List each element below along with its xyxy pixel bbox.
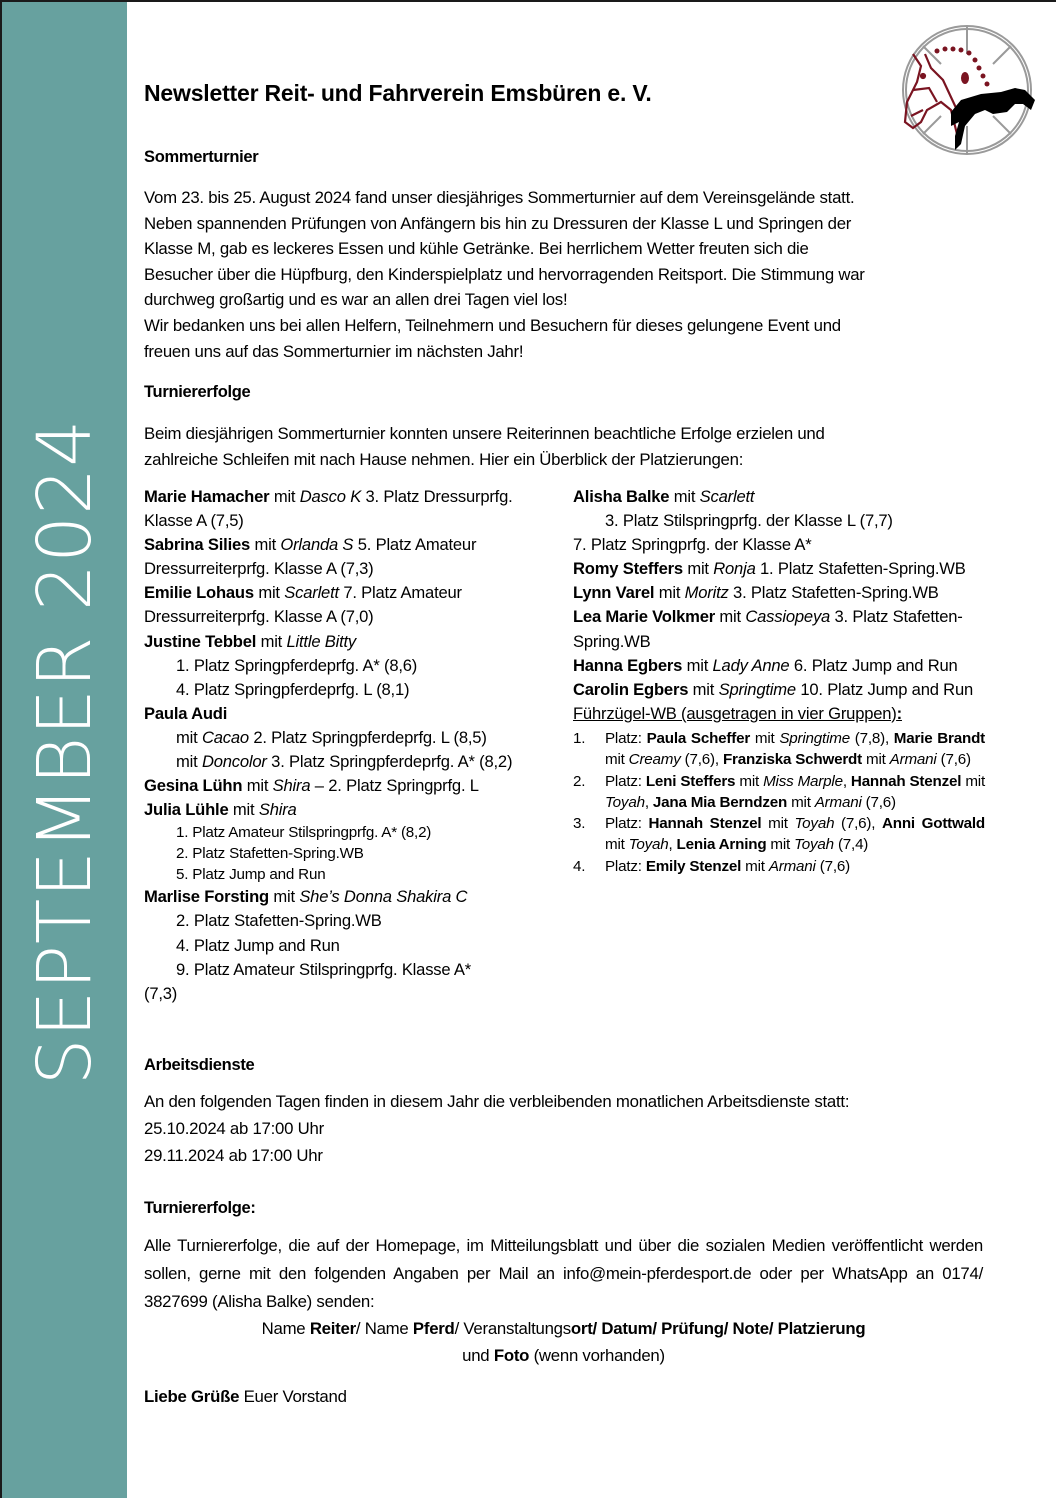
text: mit <box>669 487 700 506</box>
result-entry <box>573 581 985 605</box>
score: (7,8), <box>849 729 894 747</box>
fuehrzuegel-heading <box>573 702 985 726</box>
rider-name: Justine Tebbel <box>144 631 257 651</box>
text: Name <box>261 1319 310 1338</box>
rider-name: Lynn Varel <box>573 583 655 603</box>
horse-name: Orlanda S <box>280 535 354 555</box>
result-line <box>144 726 554 750</box>
rider-name: Lenia Arning <box>676 836 767 854</box>
result-entry <box>144 885 554 909</box>
turniererfolge-info-paragraph: Alle Turniererfolge, die auf der Homepage, im Mitteilungsblatt und über die sozialen Medien veröffentlicht werden sollen, gerne mit den folgenden Angaben per Mail an info@mein-pferdesport.de oder per WhatsApp an 0174/ 3827699 (Alisha Balke) senden: <box>144 1236 983 1311</box>
text: mit <box>228 800 259 820</box>
text: mit <box>682 559 714 579</box>
result-entry <box>573 557 985 581</box>
rider-name: Paula Audi <box>144 703 228 723</box>
result-line-continued: (7,3) <box>144 983 178 1003</box>
text-line: Vom 23. bis 25. August 2024 fand unser diesjähriges Sommerturnier auf dem Vereinsgelände statt. <box>144 188 855 207</box>
rider-name: Hannah Stenzel <box>850 772 962 790</box>
horse-name: Scarlett <box>284 583 339 603</box>
rider-name: Sabrina Silies <box>144 535 251 555</box>
rider-name: Julia Lühle <box>144 800 229 820</box>
text: mit <box>787 793 815 811</box>
score: , <box>668 836 677 854</box>
horse-name: Lady Anne <box>712 655 790 675</box>
score: (7,6) <box>936 751 971 769</box>
horse-name: Armani <box>814 793 862 811</box>
group-label: Platz: <box>605 857 646 875</box>
text-line: durchweg großartig und es war an allen drei Tagen viel los! <box>144 290 568 310</box>
text: mit <box>766 836 795 854</box>
closing-signature: Euer Vorstand <box>239 1387 347 1406</box>
result-entry <box>573 654 985 678</box>
horse-name: Springtime <box>718 679 796 699</box>
result-entry <box>144 581 554 629</box>
horse-name: Shira <box>272 776 311 796</box>
horse-name: She’s Donna Shakira C <box>299 887 468 907</box>
horse-name: Scarlett <box>699 487 755 506</box>
results-column-right <box>573 485 985 877</box>
fuehrzuegel-group <box>573 728 985 771</box>
result-entry <box>144 533 554 581</box>
text: mit <box>268 887 300 907</box>
dressage-horse <box>905 54 959 142</box>
result-entry <box>144 630 554 654</box>
result-entry <box>144 485 554 533</box>
horse-name: Moritz <box>684 583 729 603</box>
result-line: 1. Platz Amateur Stilspringprfg. A* (8,2) <box>176 824 432 842</box>
rider-name: Franziska Schwerdt <box>722 751 862 769</box>
text: mit <box>682 655 713 675</box>
group-number: 4. <box>573 857 586 875</box>
text: mit <box>688 679 719 699</box>
horse-name: Ronja <box>713 559 756 579</box>
text: mit <box>256 631 287 651</box>
rider-name: Marie Brandt <box>893 729 986 747</box>
horse-name: Armani <box>889 751 937 769</box>
text: mit <box>253 583 285 603</box>
text: / Name <box>355 1319 413 1338</box>
rider-name: Leni Steffers <box>645 772 736 790</box>
result-line: 2. Platz Stafetten-Spring.WB <box>176 845 364 863</box>
closing-line <box>144 1384 989 1410</box>
horse-name: Toyah <box>605 793 645 811</box>
horse-name: Doncolor <box>201 752 267 772</box>
text: mit <box>761 815 795 833</box>
rider-name: Paula Scheffer <box>646 729 751 747</box>
result-line: 3. Platz Stilspringprfg. der Klasse L (7,7) <box>605 511 893 531</box>
horse-name: Dasco K <box>299 487 362 506</box>
group-label: Platz: <box>605 815 649 833</box>
result-line: 1. Platz Springpferdeprfg. A* (8,6) <box>176 655 418 675</box>
section-heading-arbeitsdienste: Arbeitsdienste <box>144 1056 255 1074</box>
result-text: 6. Platz Jump and Run <box>789 655 958 675</box>
horse-name: Shira <box>258 800 297 820</box>
text: mit <box>741 857 769 875</box>
score: (7,6), <box>680 751 723 769</box>
horse-name: Toyah <box>794 836 834 854</box>
result-line: 4. Platz Springpferdeprfg. L (8,1) <box>176 679 410 699</box>
horse-name: Springtime <box>779 729 850 747</box>
jumping-horse <box>951 88 1035 150</box>
sommerturnier-paragraph <box>144 185 989 364</box>
newsletter-title: Newsletter Reit- und Fahrverein Emsbüren e. V. <box>144 80 652 106</box>
group-number: 3. <box>573 815 586 833</box>
score: , <box>842 772 851 790</box>
group-label: Platz: <box>605 772 646 790</box>
section-heading-turniererfolge: Turniererfolge <box>144 383 251 401</box>
score: , <box>644 793 653 811</box>
arbeitsdienste-paragraph <box>144 1088 989 1169</box>
fuehrzuegel-list <box>573 728 985 877</box>
closing-greeting: Liebe Grüße <box>144 1387 240 1406</box>
group-number: 1. <box>573 729 586 747</box>
rider-name: Emilie Lohaus <box>144 583 254 603</box>
text: mit <box>861 751 890 769</box>
result-entry <box>573 605 985 653</box>
horse-name: Cassiopeya <box>745 607 831 627</box>
text-line: Besucher über die Hüpfburg, den Kinderspielplatz und hervorragenden Reitsport. Die Stimmung war <box>144 264 865 284</box>
horse-name: Toyah <box>628 836 669 854</box>
result-text: 3. Platz Stafetten-Spring.WB <box>728 583 939 603</box>
fuehrzuegel-heading-text: Führzügel-WB (ausgetragen in vier Gruppen) <box>573 703 897 723</box>
horse-name: Armani <box>768 857 816 875</box>
text-line: Klasse M, gab es leckeres Essen und kühle Getränke. Bei herrlichem Wetter freuten sich die <box>144 239 809 259</box>
text: mit <box>250 535 281 555</box>
result-entry <box>573 678 985 702</box>
text: mit <box>735 772 764 790</box>
result-text: 2. Platz Springpferdeprfg. L (8,5) <box>248 727 487 747</box>
field-reiter: Reiter <box>309 1319 356 1338</box>
rider-name: Jana Mia Berndzen <box>652 793 788 811</box>
text-line: zahlreiche Schleifen mit nach Hause nehmen. Hier ein Überblick der Platzierungen: <box>144 449 744 469</box>
rider-name: Alisha Balke <box>573 487 670 506</box>
result-text: 7. Platz Amateur Dressurreiterprfg. Klasse A (7,0) <box>144 583 462 627</box>
text: mit <box>961 772 985 790</box>
result-line: 4. Platz Jump and Run <box>176 935 340 955</box>
text: mit <box>605 751 629 769</box>
rider-name: Hannah Stenzel <box>648 815 762 833</box>
rider-name: Anni Gottwald <box>881 815 985 833</box>
result-text: 3. Platz Dressurprfg. Klasse A (7,5) <box>144 487 513 531</box>
date-line: 25.10.2024 ab 17:00 Uhr <box>144 1119 324 1138</box>
score: (7,6), <box>834 815 882 833</box>
horse-logo-icon <box>889 18 1039 158</box>
rider-name: Romy Steffers <box>573 559 683 579</box>
result-entry <box>144 774 554 798</box>
text-line: Beim diesjährigen Sommerturnier konnten unsere Reiterinnen beachtliche Erfolge erzielen und <box>144 424 825 443</box>
text: mit <box>750 729 780 747</box>
text: mit <box>654 583 685 603</box>
rider-name: Emily Stenzel <box>645 857 742 875</box>
text: / Veranstaltungs <box>454 1319 571 1338</box>
text: und <box>462 1346 494 1365</box>
result-text: 3. Platz Stafetten-Spring.WB <box>573 607 963 651</box>
text: mit <box>715 607 746 627</box>
result-text: – 2. Platz Springprfg. L <box>310 776 479 796</box>
result-text: 3. Platz Springpferdeprfg. A* (8,2) <box>266 752 513 772</box>
rider-name: Marie Hamacher <box>144 487 270 506</box>
result-entry <box>144 798 554 822</box>
rider-name: Gesina Lühn <box>144 776 243 796</box>
score: (7,6) <box>815 857 850 875</box>
rider-name: Marlise Forsting <box>144 887 269 907</box>
results-column-left <box>144 485 554 1006</box>
fuehrzuegel-group <box>573 813 985 856</box>
text-line: Neben spannenden Prüfungen von Anfängern bis hin zu Dressuren der Klasse L und Springen der <box>144 213 852 233</box>
result-line: 7. Platz Springprfg. der Klasse A* <box>573 535 812 555</box>
format-line <box>144 1315 983 1342</box>
text-line: Wir bedanken uns bei allen Helfern, Teilnehmern und Besuchern für dieses gelungene Event und <box>144 315 841 335</box>
turniererfolge-intro <box>144 421 989 472</box>
text: mit <box>242 776 273 796</box>
rider-name: Hanna Egbers <box>573 655 683 675</box>
result-line: 2. Platz Stafetten-Spring.WB <box>176 911 382 931</box>
horse-name: Creamy <box>628 751 681 769</box>
format-line <box>144 1342 983 1369</box>
score: (7,6) <box>861 793 896 811</box>
text-line: An den folgenden Tagen finden in diesem Jahr die verbleibenden monatlichen Arbeitsdienste statt: <box>144 1092 850 1111</box>
horse-name: Miss Marple <box>763 772 843 790</box>
page-border-top <box>0 0 1056 2</box>
rider-name: Carolin Egbers <box>573 679 689 699</box>
text: (wenn vorhanden) <box>529 1346 665 1365</box>
heading-colon: : <box>896 703 902 723</box>
text: mit <box>176 752 202 772</box>
submission-format <box>144 1315 983 1369</box>
group-label: Platz: <box>605 729 647 747</box>
result-line: 5. Platz Jump and Run <box>176 866 326 884</box>
result-entry <box>573 485 985 509</box>
result-text: 10. Platz Jump and Run <box>795 679 974 699</box>
date-line: 29.11.2024 ab 17:00 Uhr <box>144 1146 323 1165</box>
text-line: freuen uns auf das Sommerturnier im nächsten Jahr! <box>144 341 524 361</box>
rider-name: Lea Marie Volkmer <box>573 607 716 627</box>
text: mit <box>269 487 300 506</box>
result-text: 5. Platz Amateur Dressurreiterprfg. Klasse A (7,3) <box>144 535 477 579</box>
horse-name: Little Bitty <box>286 631 357 651</box>
text: mit <box>176 727 202 747</box>
result-line <box>144 750 554 774</box>
horse-name: Cacao <box>201 727 249 747</box>
field-list: ort/ Datum/ Prüfung/ Note/ Platzierung <box>570 1319 866 1338</box>
fuehrzuegel-group <box>573 771 985 814</box>
result-text: 1. Platz Stafetten-Spring.WB <box>755 559 966 579</box>
score: (7,4) <box>833 836 869 854</box>
fuehrzuegel-group <box>573 856 985 877</box>
field-foto: Foto <box>493 1346 530 1365</box>
sidebar-date-label: SEPTEMBER 2024 <box>22 418 108 1086</box>
section-heading-turniererfolge-info: Turniererfolge: <box>144 1199 256 1217</box>
result-line: 9. Platz Amateur Stilspringprfg. Klasse A* <box>176 959 472 979</box>
horse-name: Toyah <box>794 815 835 833</box>
sidebar-band <box>2 2 127 1498</box>
group-number: 2. <box>573 772 586 790</box>
text: mit <box>605 836 629 854</box>
section-heading-sommerturnier: Sommerturnier <box>144 148 259 166</box>
field-pferd: Pferd <box>412 1319 455 1338</box>
